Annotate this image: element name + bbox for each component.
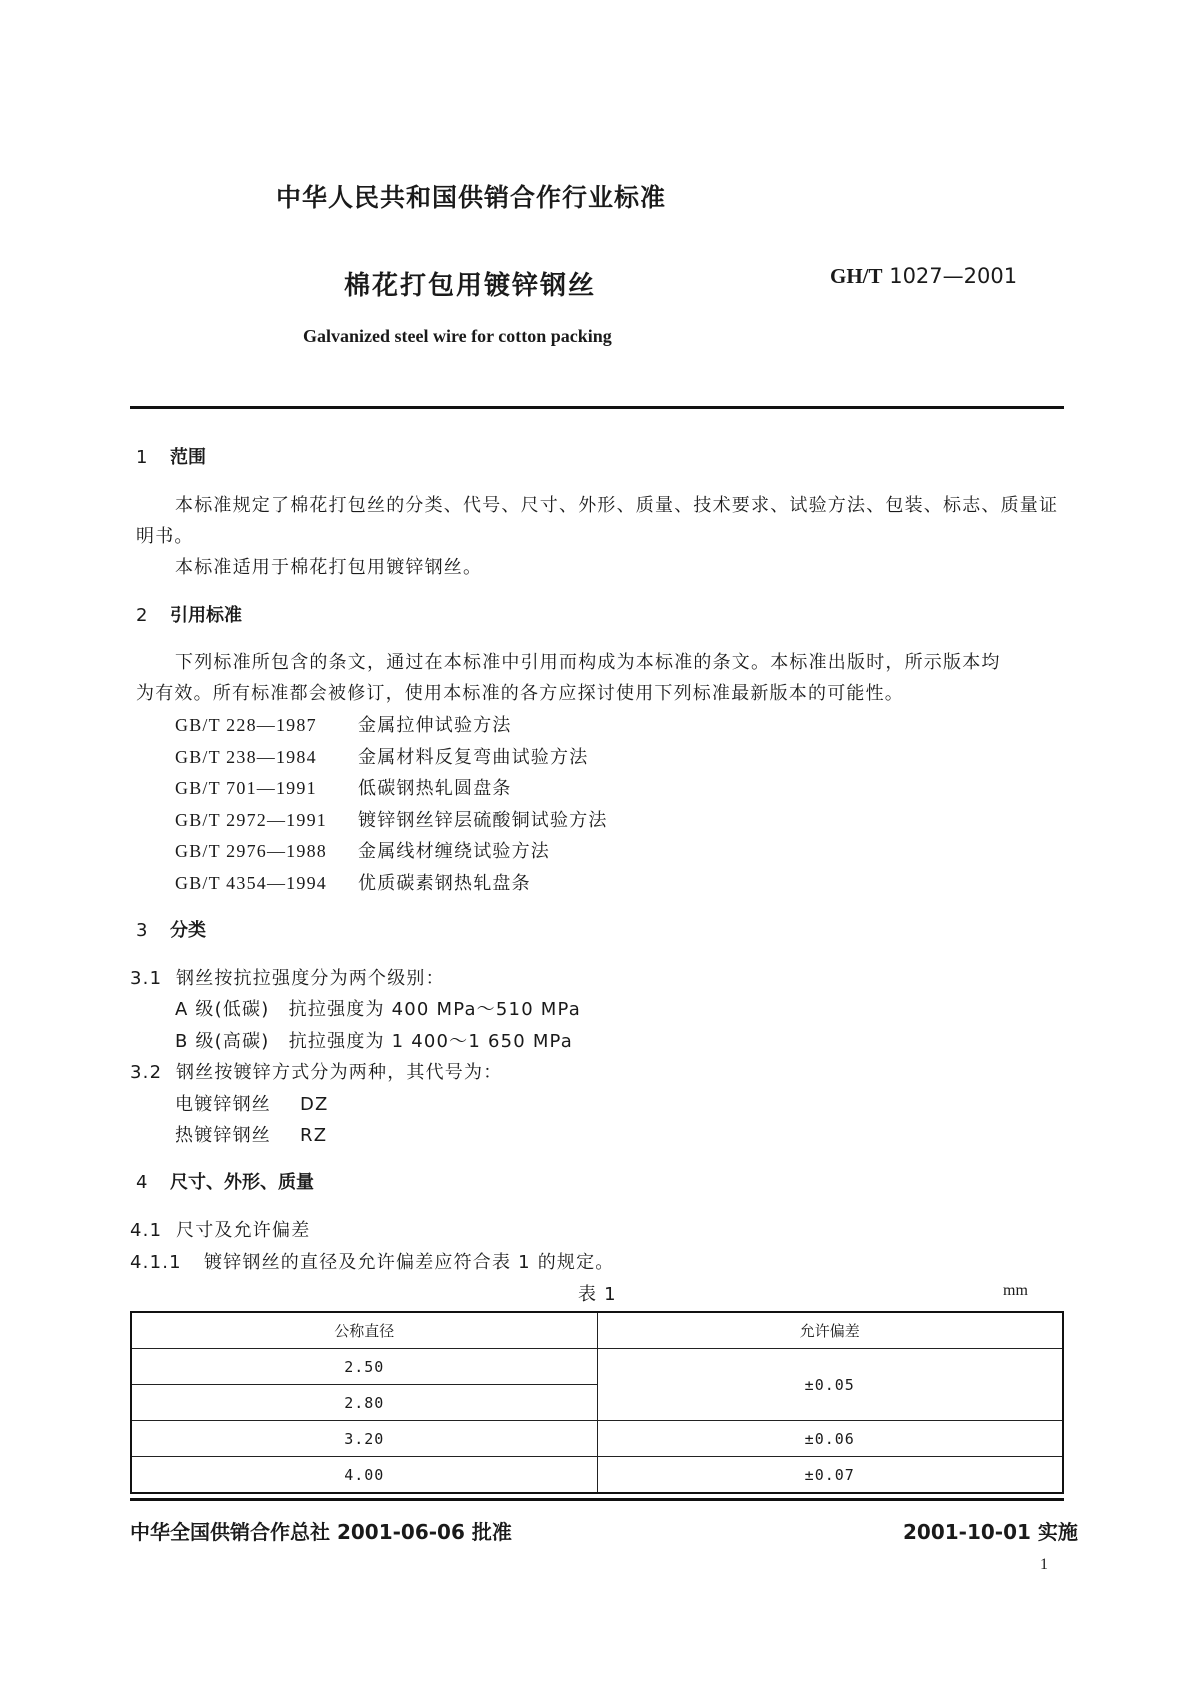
org-title: 中华人民共和国供销合作行业标准 (276, 183, 667, 212)
diameter-tolerance-table (130, 1311, 1064, 1494)
table-header-row (131, 1312, 1063, 1349)
reference-title: 金属拉伸试验方法 (358, 715, 512, 736)
table-caption: 表 1 (578, 1284, 617, 1305)
doc-code-prefix: GH/T (830, 264, 883, 288)
table-row (131, 1349, 1063, 1385)
reference-item (175, 711, 512, 737)
table-row (131, 1421, 1063, 1457)
effective-date: 2001-10-01 实施 (903, 1520, 1078, 1544)
section-title: 尺寸、外形、质量 (170, 1172, 314, 1193)
clause-number: 4.1 (130, 1220, 163, 1241)
reference-code: GB/T 238—1984 (175, 747, 317, 767)
doc-code (830, 264, 1017, 289)
section-number: 4 (136, 1172, 148, 1193)
grade-a-line: A 级(低碳) 抗拉强度为 400 MPa～510 MPa (175, 999, 581, 1020)
clause-text: 钢丝按镀锌方式分为两种，其代号为： (176, 1062, 503, 1083)
reference-item (175, 743, 588, 769)
grade-b-line: B 级(高碳) 抗拉强度为 1 400～1 650 MPa (175, 1031, 574, 1052)
clause-3-2 (130, 1058, 502, 1084)
reference-item (175, 806, 608, 832)
english-title: Galvanized steel wire for cotton packing (303, 326, 612, 346)
reference-title: 优质碳素钢热轧盘条 (358, 873, 531, 894)
section-number: 1 (136, 447, 148, 468)
reference-item (175, 837, 550, 863)
clause-4-1-1 (130, 1248, 615, 1274)
page-number: 1 (1040, 1556, 1048, 1573)
paragraph-line: 为有效。所有标准都会被修订，使用本标准的各方应探讨使用下列标准最新版本的可能性。 (136, 683, 904, 704)
reference-item (175, 774, 512, 800)
reference-code: GB/T 701—1991 (175, 778, 317, 798)
type-code: RZ (300, 1125, 328, 1146)
clause-4-1 (130, 1216, 310, 1242)
section-4-heading (136, 1168, 314, 1194)
type-code: DZ (300, 1094, 329, 1115)
paragraph-line: 明书。 (136, 526, 194, 547)
section-title: 范围 (170, 447, 206, 468)
doc-code-number: 1027—2001 (889, 264, 1018, 288)
reference-code: GB/T 4354—1994 (175, 873, 327, 893)
clause-3-1 (130, 964, 445, 990)
clause-number: 3.2 (130, 1062, 163, 1083)
diameter-cell: 4.00 (131, 1457, 597, 1494)
table-row (131, 1457, 1063, 1494)
section-title: 分类 (170, 920, 206, 941)
column-header-diameter: 公称直径 (131, 1312, 597, 1349)
column-header-tolerance: 允许偏差 (597, 1312, 1063, 1349)
section-3-heading (136, 916, 206, 942)
section-number: 3 (136, 920, 148, 941)
paragraph-line: 本标准适用于棉花打包用镀锌钢丝。 (175, 557, 483, 578)
reference-code: GB/T 228—1987 (175, 715, 317, 735)
reference-code: GB/T 2972—1991 (175, 810, 327, 830)
type-label: 电镀锌钢丝 (175, 1094, 271, 1115)
approval-line: 中华全国供销合作总社 2001-06-06 批准 (130, 1520, 512, 1544)
table-unit: mm (1003, 1282, 1028, 1299)
galvanizing-type-rz (175, 1121, 327, 1147)
section-1-heading (136, 443, 206, 469)
reference-code: GB/T 2976—1988 (175, 841, 327, 861)
tolerance-cell: ±0.07 (597, 1457, 1063, 1494)
bottom-divider (130, 1498, 1064, 1501)
clause-text: 镀锌钢丝的直径及允许偏差应符合表 1 的规定。 (204, 1252, 615, 1273)
tolerance-cell: ±0.06 (597, 1421, 1063, 1457)
top-divider (130, 406, 1064, 409)
diameter-cell: 2.80 (131, 1385, 597, 1421)
reference-item (175, 869, 531, 895)
reference-title: 金属材料反复弯曲试验方法 (358, 747, 589, 768)
clause-number: 4.1.1 (130, 1252, 182, 1273)
clause-text: 尺寸及允许偏差 (176, 1220, 311, 1241)
type-label: 热镀锌钢丝 (175, 1125, 271, 1146)
doc-title: 棉花打包用镀锌钢丝 (344, 271, 597, 301)
diameter-cell: 3.20 (131, 1421, 597, 1457)
diameter-cell: 2.50 (131, 1349, 597, 1385)
section-title: 引用标准 (170, 605, 242, 626)
reference-title: 金属线材缠绕试验方法 (358, 841, 550, 862)
reference-title: 镀锌钢丝锌层硫酸铜试验方法 (358, 810, 608, 831)
tolerance-cell: ±0.05 (597, 1349, 1063, 1421)
paragraph-line: 下列标准所包含的条文，通过在本标准中引用而构成为本标准的条文。本标准出版时，所示版本均 (175, 652, 1001, 673)
section-2-heading (136, 601, 242, 627)
reference-title: 低碳钢热轧圆盘条 (358, 778, 512, 799)
clause-text: 钢丝按抗拉强度分为两个级别： (176, 968, 445, 989)
section-number: 2 (136, 605, 148, 626)
clause-number: 3.1 (130, 968, 163, 989)
galvanizing-type-dz (175, 1090, 329, 1116)
paragraph-line: 本标准规定了棉花打包丝的分类、代号、尺寸、外形、质量、技术要求、试验方法、包装、标志、质量证 (175, 495, 1059, 516)
